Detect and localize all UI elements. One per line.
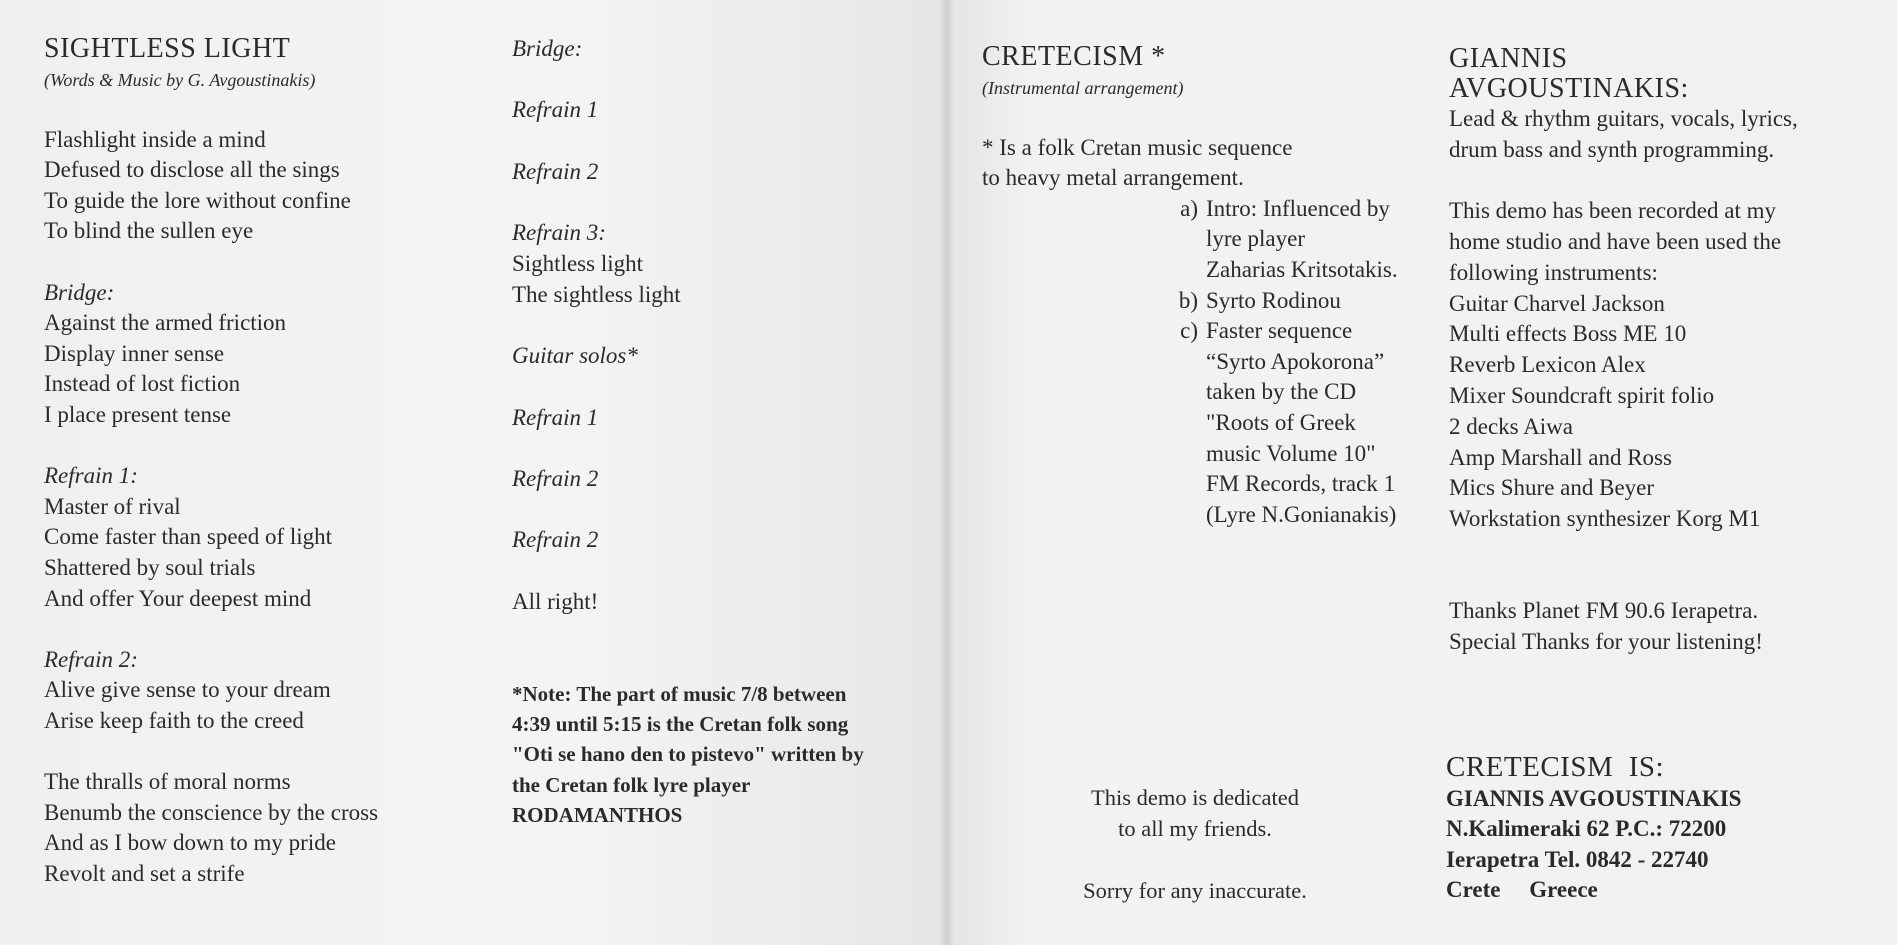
sequence-list: [982, 194, 1432, 531]
lyric-line: Revolt and set a strife: [44, 860, 245, 886]
lyric-line: The thralls of moral norms: [44, 769, 291, 795]
section-label: Refrain 1:: [44, 463, 138, 489]
instrument-item: 2 decks Aiwa: [1449, 413, 1573, 439]
lyric-line: And offer Your deepest mind: [44, 585, 312, 611]
section-label: Refrain 2:: [44, 646, 138, 672]
studio-line: following instruments:: [1449, 259, 1658, 285]
section-label: Refrain 1: [512, 97, 599, 123]
lyric-line: Flashlight inside a mind: [44, 126, 266, 152]
artist-name: GIANNIS: [1449, 43, 1568, 74]
lyric-line: To blind the sullen eye: [44, 218, 254, 244]
thanks-line: Thanks Planet FM 90.6 Ierapetra.: [1449, 598, 1759, 624]
section-label: Guitar solos*: [512, 343, 638, 369]
instrument-item: Mics Shure and Beyer: [1449, 475, 1655, 501]
lyric-line: Come faster than speed of light: [44, 524, 333, 550]
list-item: [1168, 194, 1432, 286]
credits-column: [1449, 44, 1889, 658]
list-line: taken by the CD: [1206, 379, 1357, 405]
section-label: Bridge:: [512, 36, 583, 61]
list-marker: c): [1180, 318, 1198, 344]
song-lyrics-column-1: [44, 32, 484, 889]
section-label: Refrain 2: [512, 158, 599, 184]
dedication-line: to all my friends.: [1118, 816, 1272, 841]
section-label: Refrain 2: [512, 465, 599, 491]
contact-block: [1446, 750, 1886, 906]
list-marker: b): [1178, 287, 1198, 313]
instrument-item: Reverb Lexicon Alex: [1449, 352, 1646, 378]
contact-line: Ierapetra Tel. 0842 - 22740: [1446, 846, 1709, 872]
note-line: 4:39 until 5:15 is the Cretan folk song: [512, 712, 849, 737]
apology-line: Sorry for any inaccurate.: [1083, 877, 1307, 903]
song-note: [512, 679, 952, 831]
verse-2: [44, 767, 484, 889]
instrument-item: Multi effects Boss ME 10: [1449, 321, 1687, 347]
lyric-line: To guide the lore without confine: [44, 187, 351, 213]
section-label: Bridge:: [44, 279, 115, 305]
song-title: SIGHTLESS LIGHT: [44, 33, 291, 64]
instrument-item: Guitar Charvel Jackson: [1449, 290, 1665, 316]
list-line: “Syrto Apokorona”: [1206, 348, 1385, 374]
note-line: *Note: The part of music 7/8 between: [512, 681, 847, 706]
lyric-line: And as I bow down to my pride: [44, 830, 336, 856]
lyric-line: The sightless light: [512, 281, 681, 307]
lyric-line: I place present tense: [44, 401, 232, 427]
lyric-line: Against the armed friction: [44, 310, 287, 336]
track-title: CRETECISM *: [982, 41, 1166, 72]
lyric-line: Instead of lost fiction: [44, 371, 241, 397]
dedication: [1040, 782, 1350, 906]
note-line: the Cretan folk lyre player: [512, 772, 751, 797]
list-item: [1168, 286, 1432, 317]
lyric-line: Arise keep faith to the creed: [44, 707, 304, 733]
song-lyrics-column-2: [512, 34, 952, 831]
list-line: lyre player: [1206, 226, 1305, 252]
bridge: [44, 278, 484, 431]
contact-line: N.Kalimeraki 62 P.C.: 72200: [1446, 816, 1727, 842]
artist-name: AVGOUSTINAKIS:: [1449, 73, 1689, 104]
list-line: FM Records, track 1: [1206, 471, 1396, 497]
section-label: Refrain 2: [512, 527, 599, 553]
lyric-line: Master of rival: [44, 493, 181, 519]
cretecism-column: [982, 40, 1432, 530]
section-label: Refrain 1: [512, 404, 599, 430]
band-heading: CRETECISM IS:: [1446, 751, 1665, 783]
instrument-item: Workstation synthesizer Korg M1: [1449, 506, 1761, 532]
instrument-list: [1449, 289, 1889, 535]
list-item: [1168, 316, 1432, 530]
list-marker: a): [1180, 195, 1198, 221]
list-line: Intro: Influenced by: [1206, 195, 1390, 221]
contact-line: GIANNIS AVGOUSTINAKIS: [1446, 786, 1742, 811]
instrument-item: Amp Marshall and Ross: [1449, 444, 1672, 470]
thanks-line: Special Thanks for your listening!: [1449, 628, 1763, 654]
lyric-line: Benumb the conscience by the cross: [44, 799, 379, 825]
list-line: Syrto Rodinou: [1206, 287, 1341, 313]
roles-line: drum bass and synth programming.: [1449, 136, 1775, 162]
contact-line: Crete Greece: [1446, 877, 1598, 903]
dedication-line: This demo is dedicated: [1090, 785, 1300, 810]
verse-1: [44, 125, 484, 247]
list-line: Zaharias Kritsotakis.: [1206, 256, 1398, 282]
lyric-line: Defused to disclose all the sings: [44, 157, 340, 183]
lyric-line: Sightless light: [512, 250, 643, 276]
lyric-line: All right!: [512, 588, 599, 614]
list-line: (Lyre N.Gonianakis): [1206, 501, 1397, 527]
studio-line: This demo has been recorded at my: [1449, 198, 1776, 224]
list-line: music Volume 10": [1206, 440, 1376, 466]
instrument-item: Mixer Soundcraft spirit folio: [1449, 382, 1715, 408]
refrain-2: [44, 645, 484, 737]
description-line: to heavy metal arrangement.: [982, 165, 1244, 191]
description-line: * Is a folk Cretan music sequence: [982, 134, 1293, 160]
studio-line: home studio and have been used the: [1449, 228, 1782, 254]
roles-line: Lead & rhythm guitars, vocals, lyrics,: [1449, 106, 1798, 131]
note-line: RODAMANTHOS: [512, 803, 683, 828]
track-subtitle: (Instrumental arrangement): [982, 78, 1184, 98]
refrain-1: [44, 461, 484, 614]
note-line: "Oti se hano den to pistevo" written by: [512, 742, 864, 767]
lyric-line: Display inner sense: [44, 340, 225, 366]
list-line: "Roots of Greek: [1206, 409, 1356, 435]
section-label: Refrain 3:: [512, 220, 606, 246]
lyric-line: Alive give sense to your dream: [44, 677, 331, 703]
song-credit: (Words & Music by G. Avgoustinakis): [44, 70, 316, 90]
list-line: Faster sequence: [1206, 318, 1353, 344]
lyric-line: Shattered by soul trials: [44, 554, 256, 580]
